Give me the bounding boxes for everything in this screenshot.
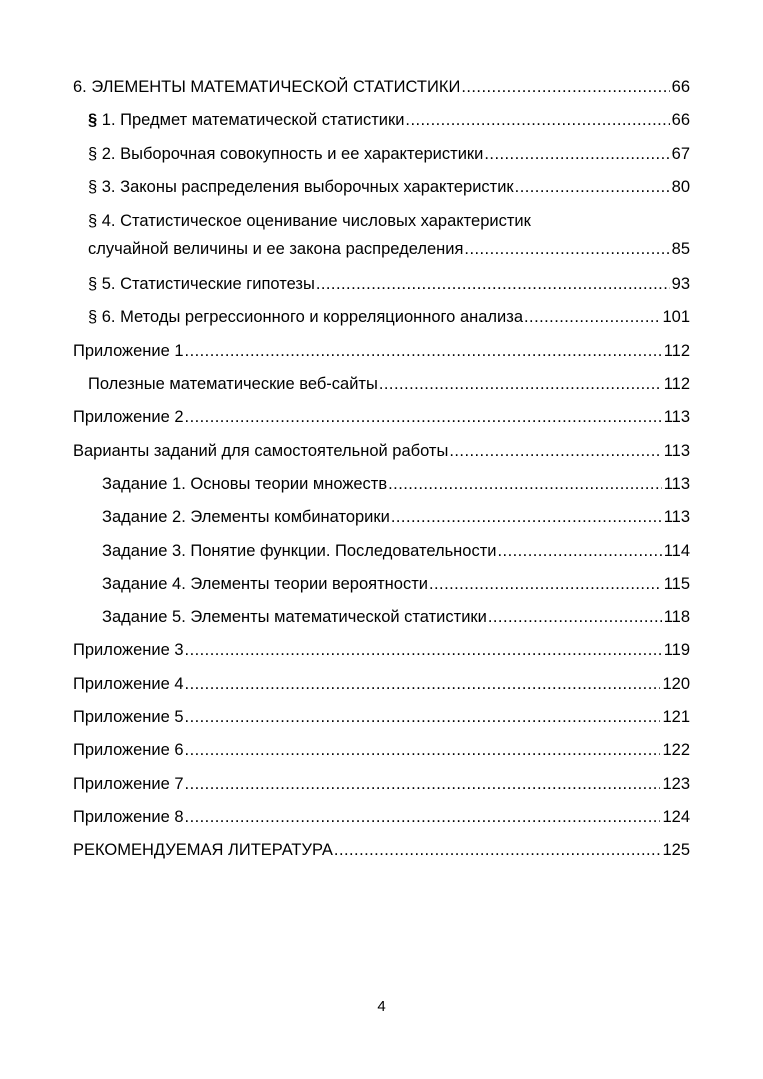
- toc-entry-title: Задание 1. Основы теории множеств: [102, 474, 388, 493]
- toc-entry-task-4[interactable]: [73, 568, 690, 601]
- toc-entry-page: 122: [662, 741, 690, 760]
- toc-entry-title: [88, 104, 404, 137]
- toc-entry-title: § 3. Законы распределения выборочных характеристик: [88, 177, 514, 196]
- dot-leader: [524, 301, 660, 334]
- toc-entry-page: 66: [671, 111, 690, 130]
- toc-entry-section-2[interactable]: [73, 138, 690, 171]
- toc-entry-title: Приложение 7: [73, 774, 184, 793]
- toc-entry-appendix-5[interactable]: [73, 701, 690, 734]
- page-number: 4: [377, 998, 386, 1015]
- toc-entry-task-3[interactable]: [73, 535, 690, 568]
- dot-leader: [449, 435, 661, 468]
- dot-leader: [185, 768, 661, 801]
- toc-entry-literature[interactable]: [73, 834, 690, 867]
- toc-entry-variants[interactable]: [73, 435, 690, 468]
- toc-entry-page: 124: [662, 807, 690, 826]
- toc-entry-title: Приложение 8: [73, 807, 184, 826]
- toc-entry-title: Приложение 4: [73, 674, 184, 693]
- toc-entry-title: § 5. Статистические гипотезы: [88, 275, 315, 294]
- toc-entry-page: 101: [662, 308, 690, 327]
- toc-entry-page: 113: [663, 408, 690, 427]
- toc-entry-page: 119: [663, 641, 690, 660]
- toc-entry-title-text: 1. Предмет математической статистики: [97, 111, 405, 130]
- toc-entry-page: 93: [671, 275, 690, 294]
- toc-entry-appendix-1[interactable]: [73, 335, 690, 368]
- toc-entry-title: Приложение 5: [73, 708, 184, 727]
- dot-leader: [405, 104, 669, 137]
- dot-leader: [488, 601, 662, 634]
- toc-entry-title: Приложение 6: [73, 741, 184, 760]
- toc-entry-page: 85: [671, 240, 690, 259]
- toc-entry-page: 123: [662, 774, 690, 793]
- toc-entry-task-2[interactable]: [73, 501, 690, 534]
- toc-entry-page: 66: [671, 78, 690, 96]
- section-sign: §: [88, 111, 98, 130]
- toc-entry-title-line-1: § 4. Статистическое оценивание числовых характеристик: [88, 212, 531, 231]
- dot-leader: [316, 268, 670, 301]
- toc-entry-appendix-7[interactable]: [73, 768, 690, 801]
- toc-entry-chapter-6[interactable]: [73, 71, 690, 104]
- toc-entry-page: 120: [662, 674, 690, 693]
- toc-entry-page: 113: [663, 474, 690, 493]
- dot-leader: [515, 171, 670, 204]
- toc-entry-title: Задание 2. Элементы комбинаторики: [102, 508, 390, 527]
- toc-entry-page: 67: [671, 144, 690, 163]
- toc-entry-title: Приложение 2: [73, 408, 184, 427]
- toc-entry-task-5[interactable]: [73, 601, 690, 634]
- toc-entry-section-3[interactable]: [73, 171, 690, 204]
- toc-entry-page: 112: [663, 341, 690, 360]
- toc-entry-title: Задание 3. Понятие функции. Последовательности: [102, 541, 497, 560]
- toc-entry-title: Полезные математические веб-сайты: [88, 375, 378, 394]
- toc-entry-page: 125: [662, 841, 690, 860]
- dot-leader: [185, 701, 661, 734]
- toc-entry-title: Приложение 1: [73, 341, 184, 360]
- toc-entry-section-5[interactable]: [73, 268, 690, 301]
- toc-entry-title: Задание 4. Элементы теории вероятности: [102, 574, 428, 593]
- toc-entry-appendix-3[interactable]: [73, 634, 690, 667]
- toc-entry-page: 118: [663, 608, 690, 627]
- dot-leader: [388, 468, 662, 501]
- toc-entry-title: Задание 5. Элементы математической статистики: [102, 608, 487, 627]
- toc-entry-page: 112: [663, 375, 690, 394]
- dot-leader: [379, 368, 662, 401]
- toc-entry-section-6[interactable]: [73, 301, 690, 334]
- toc-entry-page: 80: [671, 177, 690, 196]
- toc-entry-page: 115: [663, 574, 690, 593]
- toc-entry-appendix-8[interactable]: [73, 801, 690, 834]
- toc-entry-appendix-6[interactable]: [73, 734, 690, 767]
- dot-leader: [185, 634, 662, 667]
- toc-entry-task-1[interactable]: [73, 468, 690, 501]
- toc-entry-title: Варианты заданий для самостоятельной работы: [73, 441, 449, 460]
- table-of-contents: [73, 71, 690, 868]
- toc-entry-page: 113: [663, 508, 690, 527]
- dot-leader: [484, 138, 669, 171]
- dot-leader: [464, 235, 669, 263]
- toc-entry-title: Приложение 3: [73, 641, 184, 660]
- toc-entry-title: § 2. Выборочная совокупность и ее характеристики: [88, 144, 484, 163]
- dot-leader: [429, 568, 662, 601]
- toc-entry-websites[interactable]: [73, 368, 690, 401]
- dot-leader: [185, 734, 661, 767]
- toc-entry-section-4[interactable]: [73, 204, 690, 268]
- dot-leader: [185, 801, 661, 834]
- dot-leader: [334, 834, 661, 867]
- toc-entry-title: 6. ЭЛЕМЕНТЫ МАТЕМАТИЧЕСКОЙ СТАТИСТИКИ: [73, 78, 461, 96]
- dot-leader: [391, 501, 662, 534]
- dot-leader: [185, 401, 662, 434]
- toc-entry-page: 121: [662, 708, 690, 727]
- dot-leader: [461, 71, 669, 104]
- dot-leader: [185, 335, 662, 368]
- dot-leader: [498, 535, 662, 568]
- toc-entry-page: 113: [663, 441, 690, 460]
- toc-entry-section-1[interactable]: [73, 104, 690, 137]
- dot-leader: [185, 668, 661, 701]
- toc-entry-appendix-4[interactable]: [73, 668, 690, 701]
- toc-entry-appendix-2[interactable]: [73, 401, 690, 434]
- toc-entry-title: РЕКОМЕНДУЕМАЯ ЛИТЕРАТУРА: [73, 841, 333, 860]
- toc-entry-page: 114: [663, 541, 690, 560]
- toc-entry-title: § 6. Методы регрессионного и корреляционного анализа: [88, 308, 523, 327]
- toc-entry-title-line-2: случайной величины и ее закона распределения: [88, 240, 464, 259]
